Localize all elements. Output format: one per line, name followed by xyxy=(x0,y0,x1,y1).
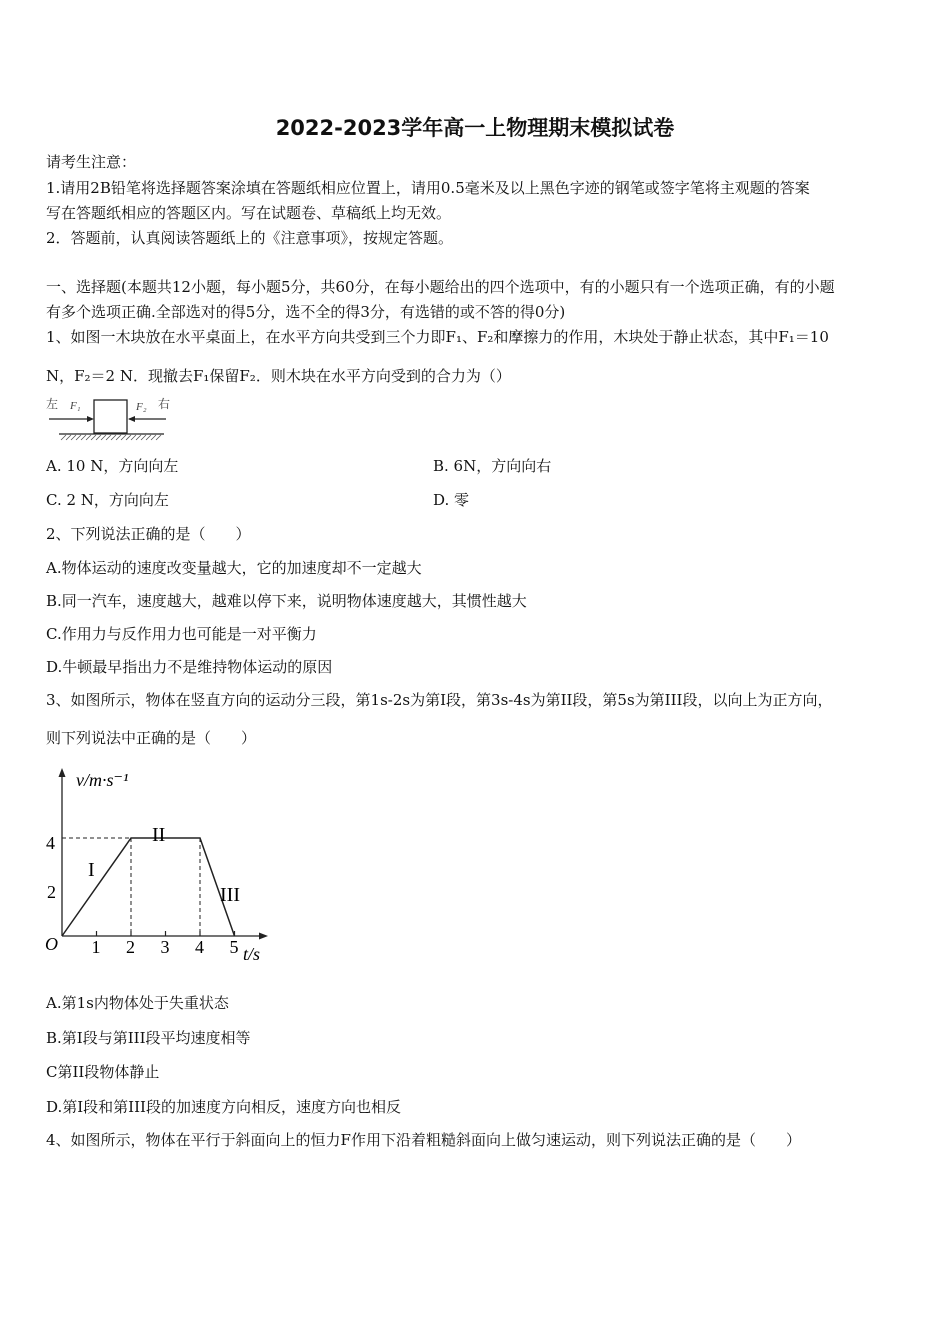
q3-option-c: C第II段物体静止 xyxy=(46,1063,160,1081)
series-group xyxy=(62,838,235,936)
q1-option-b: B. 6N，方向向右 xyxy=(433,457,552,475)
segment-label-III: III xyxy=(220,884,240,906)
figure-left-label: 左 xyxy=(46,397,59,411)
x-tick-label-5: 5 xyxy=(229,937,239,957)
wooden-block xyxy=(94,400,127,433)
x-ticks-group xyxy=(92,931,239,957)
q3-option-a: A.第1s内物体处于失重状态 xyxy=(46,994,229,1012)
q3-option-b: B.第I段与第III段平均速度相等 xyxy=(46,1029,251,1047)
question-3-stem-line1: 3、如图所示，物体在竖直方向的运动分三段，第1s-2s为第I段，第3s-4s为第II段，第5s为第III段，以向上为正方向， xyxy=(46,691,833,709)
y-tick-2: 2 xyxy=(47,882,56,902)
q2-option-a: A.物体运动的速度改变量越大，它的加速度却不一定越大 xyxy=(46,559,422,577)
y-axis-label: v/m·s⁻¹ xyxy=(76,770,129,790)
block-forces-figure xyxy=(44,393,176,443)
question-1-stem-line1: 1、如图一木块放在水平桌面上，在水平方向共受到三个力即F₁、F₂和摩擦力的作用，木块处于静止状态，其中F₁＝10 xyxy=(46,328,829,346)
figure-right-label: 右 xyxy=(158,397,171,411)
q1-option-c: C. 2 N，方向向左 xyxy=(46,491,169,509)
q1-option-d: D. 零 xyxy=(433,491,470,509)
question-3-stem-line2: 则下列说法中正确的是（ ） xyxy=(46,729,257,747)
segment-label-II: II xyxy=(152,824,166,846)
segment-label-I: I xyxy=(88,859,95,881)
q2-option-c: C.作用力与反作用力也可能是一对平衡力 xyxy=(46,625,317,643)
figure-f2-label: F₂ xyxy=(136,401,147,413)
question-4-stem: 4、如图所示，物体在平行于斜面向上的恒力F作用下沿着粗糙斜面向上做匀速运动，则下列说法正确的是（ ） xyxy=(46,1131,801,1149)
x-tick-label-4: 4 xyxy=(195,937,204,957)
notice-item-2: 2．答题前，认真阅读答题纸上的《注意事项》，按规定答题。 xyxy=(46,229,454,247)
notice-item-1a: 1.请用2B铅笔将选择题答案涂填在答题纸相应位置上，请用0.5毫米及以上黑色字迹的钢笔或签字笔将主观题的答案 xyxy=(46,179,810,197)
x-tick-label-1: 1 xyxy=(91,937,101,957)
velocity-series-line xyxy=(62,838,235,936)
notice-heading: 请考生注意： xyxy=(46,153,137,171)
f2-arrow-head xyxy=(128,416,135,422)
q3-option-d: D.第I段和第III段的加速度方向相反，速度方向也相反 xyxy=(46,1098,401,1116)
origin-label: O xyxy=(45,934,58,954)
figure-f1-label: F₁ xyxy=(70,400,81,412)
page-title: 2022-2023学年高一上物理期末模拟试卷 xyxy=(275,116,675,140)
q2-option-d: D.牛顿最早指出力不是维持物体运动的原因 xyxy=(46,658,333,676)
velocity-time-graph xyxy=(40,760,270,970)
x-tick-label-3: 3 xyxy=(160,937,170,957)
q2-option-b: B.同一汽车，速度越大，越难以停下来，说明物体速度越大，其惯性越大 xyxy=(46,592,527,610)
y-axis-arrow xyxy=(59,768,66,777)
f1-arrow-head xyxy=(87,416,94,422)
q1-option-a: A. 10 N，方向向左 xyxy=(46,457,179,475)
table-hatching xyxy=(61,435,161,440)
section-1-instructions-line1: 一、选择题(本题共12小题，每小题5分，共60分，在每小题给出的四个选项中，有的小题只有一个选项正确，有的小题 xyxy=(46,278,835,296)
x-axis-label: t/s xyxy=(243,944,261,964)
section-1-instructions-line2: 有多个选项正确.全部选对的得5分，选不全的得3分，有选错的或不答的得0分) xyxy=(46,303,566,321)
question-1-stem-line2: N，F₂＝2 N．现撤去F₁保留F₂．则木块在水平方向受到的合力为（） xyxy=(46,367,511,385)
question-2-stem: 2、下列说法正确的是（ ） xyxy=(46,525,251,543)
x-axis-arrow xyxy=(259,933,268,940)
notice-item-1b: 写在答题纸相应的答题区内。写在试题卷、草稿纸上均无效。 xyxy=(46,204,452,222)
x-tick-label-2: 2 xyxy=(126,937,135,957)
y-tick-4: 4 xyxy=(46,833,55,853)
